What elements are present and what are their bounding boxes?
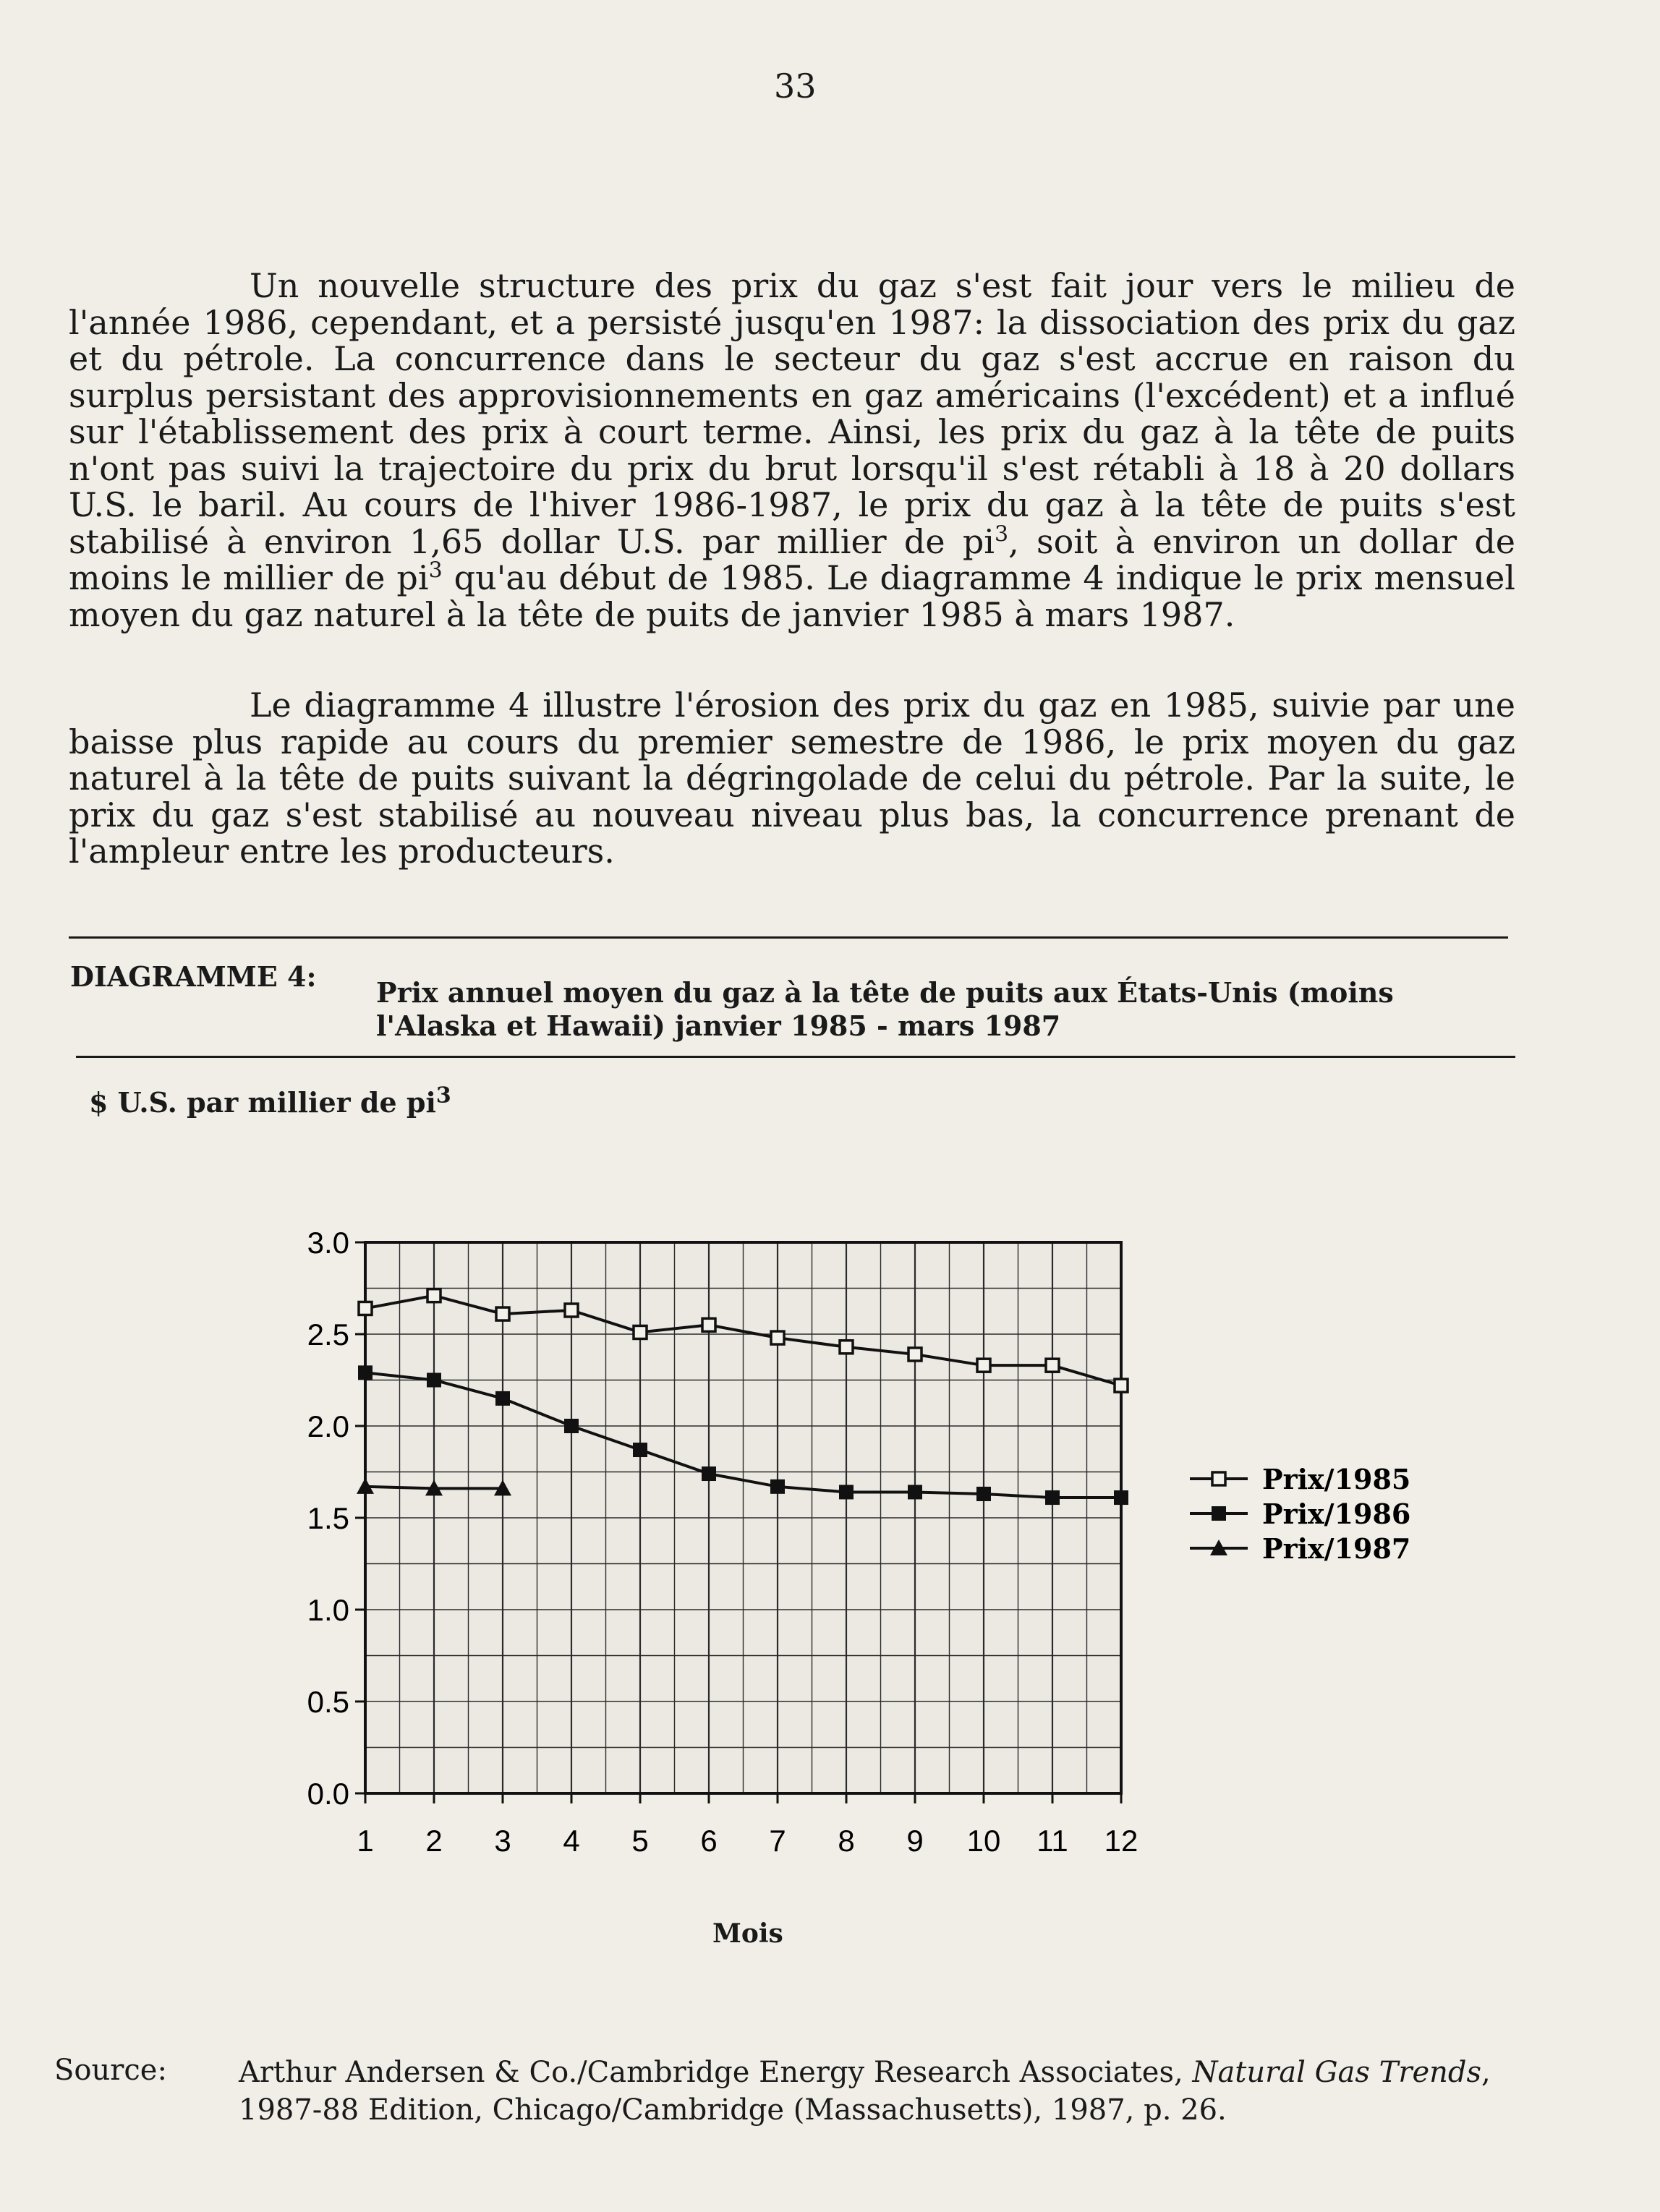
top-rule xyxy=(69,936,1508,939)
data-point xyxy=(977,1359,990,1372)
data-point xyxy=(976,1487,991,1501)
data-point xyxy=(771,1331,784,1344)
source-text-part: Arthur Andersen & Co./Cambridge Energy Research Associates, xyxy=(239,2056,1193,2089)
x-tick-label: 1 xyxy=(357,1824,374,1858)
data-point xyxy=(565,1304,578,1317)
source-title: Natural Gas Trends xyxy=(1192,2056,1482,2089)
y-tick-label: 2.5 xyxy=(307,1318,349,1351)
title-rule xyxy=(76,1056,1515,1058)
page-number: 33 xyxy=(774,67,817,106)
x-tick-label: 6 xyxy=(700,1824,718,1858)
data-point xyxy=(564,1419,579,1433)
legend-label: Prix/1987 xyxy=(1262,1532,1411,1565)
x-axis-label: Mois xyxy=(712,1918,783,1949)
x-tick-label: 8 xyxy=(838,1824,855,1858)
legend-label: Prix/1985 xyxy=(1262,1463,1411,1495)
y-tick-label: 0.0 xyxy=(307,1777,349,1811)
source-text-part: , 1987-88 Edition, Chicago/Cambridge (Massachusetts), 1987, p. 26. xyxy=(239,2056,1491,2127)
diagram-title: Prix annuel moyen du gaz à la tête de puits aux États-Unis (moins l'Alaska et Hawaii) janvier 1985 - mars 1987 xyxy=(376,976,1394,1042)
superscript: 3 xyxy=(435,1082,451,1109)
data-point xyxy=(1046,1359,1059,1372)
y-tick-label: 1.5 xyxy=(307,1501,349,1535)
data-point xyxy=(427,1289,440,1302)
paragraph-1-text-end: qu'au début de 1985. Le diagramme 4 indique le prix mensuel moyen du gaz naturel à la tête de puits de janvier 1985 à mars 1987. xyxy=(69,558,1516,634)
x-tick-label: 2 xyxy=(425,1824,443,1858)
paragraph-2 xyxy=(69,687,1515,870)
data-point xyxy=(495,1391,510,1406)
data-point xyxy=(1114,1490,1128,1505)
data-point xyxy=(702,1318,715,1331)
x-tick-label: 11 xyxy=(1037,1824,1068,1858)
data-point xyxy=(840,1341,853,1354)
legend-marker xyxy=(1212,1472,1225,1485)
line-chart xyxy=(275,1208,1504,1895)
y-tick-label: 3.0 xyxy=(307,1226,349,1260)
data-point xyxy=(1045,1490,1060,1505)
data-point xyxy=(908,1485,922,1499)
y-tick-label: 2.0 xyxy=(307,1409,349,1443)
paragraph-1 xyxy=(69,268,1515,633)
source-label: Source: xyxy=(54,2054,167,2087)
paragraph-2-text: Le diagramme 4 illustre l'érosion des prix du gaz en 1985, suivie par une baisse plus rapide au cours du premier semestre de 1986, le prix moyen du gaz naturel à la tête de puits suivant la dégringolade de celui du pétrole. Par la suite, le prix du gaz s'est stabilisé au nouveau niveau plus bas, la concurrence prenant de l'ampleur entre les producteurs. xyxy=(69,686,1515,871)
data-point xyxy=(1115,1379,1128,1392)
data-point xyxy=(427,1373,441,1388)
data-point xyxy=(358,1365,373,1380)
data-point xyxy=(770,1479,785,1494)
data-point xyxy=(359,1302,372,1315)
x-tick-label: 4 xyxy=(563,1824,580,1858)
x-tick-label: 7 xyxy=(769,1824,786,1858)
diagram-label: DIAGRAMME 4: xyxy=(70,960,317,993)
y-axis-unit xyxy=(89,1082,451,1119)
chart-legend xyxy=(1190,1463,1410,1565)
chart-grid xyxy=(365,1242,1121,1793)
x-tick-label: 3 xyxy=(494,1824,511,1858)
data-point xyxy=(908,1348,921,1361)
legend-label: Prix/1986 xyxy=(1262,1498,1411,1530)
data-point xyxy=(633,1443,647,1457)
y-axis-unit-text: $ U.S. par millier de pi xyxy=(89,1086,436,1119)
data-point xyxy=(702,1466,716,1481)
x-tick-label: 5 xyxy=(631,1824,649,1858)
data-point xyxy=(839,1485,854,1499)
data-point xyxy=(496,1307,509,1320)
y-tick-label: 0.5 xyxy=(307,1685,349,1719)
x-tick-label: 9 xyxy=(906,1824,924,1858)
superscript: 3 xyxy=(428,558,443,584)
y-tick-label: 1.0 xyxy=(307,1593,349,1627)
superscript: 3 xyxy=(995,521,1009,547)
x-tick-label: 10 xyxy=(966,1824,1001,1858)
x-tick-label: 12 xyxy=(1104,1824,1138,1858)
data-point xyxy=(634,1325,647,1338)
source-text xyxy=(239,2054,1504,2129)
paragraph-1-text-mid: , soit à environ un dollar de moins le millier de pi xyxy=(69,521,1515,597)
paragraph-1-text: Un nouvelle structure des prix du gaz s'est fait jour vers le milieu de l'année 1986, cependant, et a persisté jusqu'en 1987: la dissociation des prix du gaz et du pétrole. La concurrence dans le secteur du gaz s'est accrue en raison du surplus persistant des approvisionnements en gaz américains (l'excédent) et a influé sur l'établissement des prix à court terme. Ainsi, les prix du gaz à la tête de puits n'ont pas suivi la trajectoire du prix du brut lorsqu'il s'est rétabli à 18 à 20 dollars U.S. le baril. Au cours de l'hiver 1986-1987, le prix du gaz à la tête de puits s'est stabilisé à environ 1,65 dollar U.S. par millier de pi xyxy=(69,266,1515,561)
legend-marker xyxy=(1212,1506,1226,1521)
